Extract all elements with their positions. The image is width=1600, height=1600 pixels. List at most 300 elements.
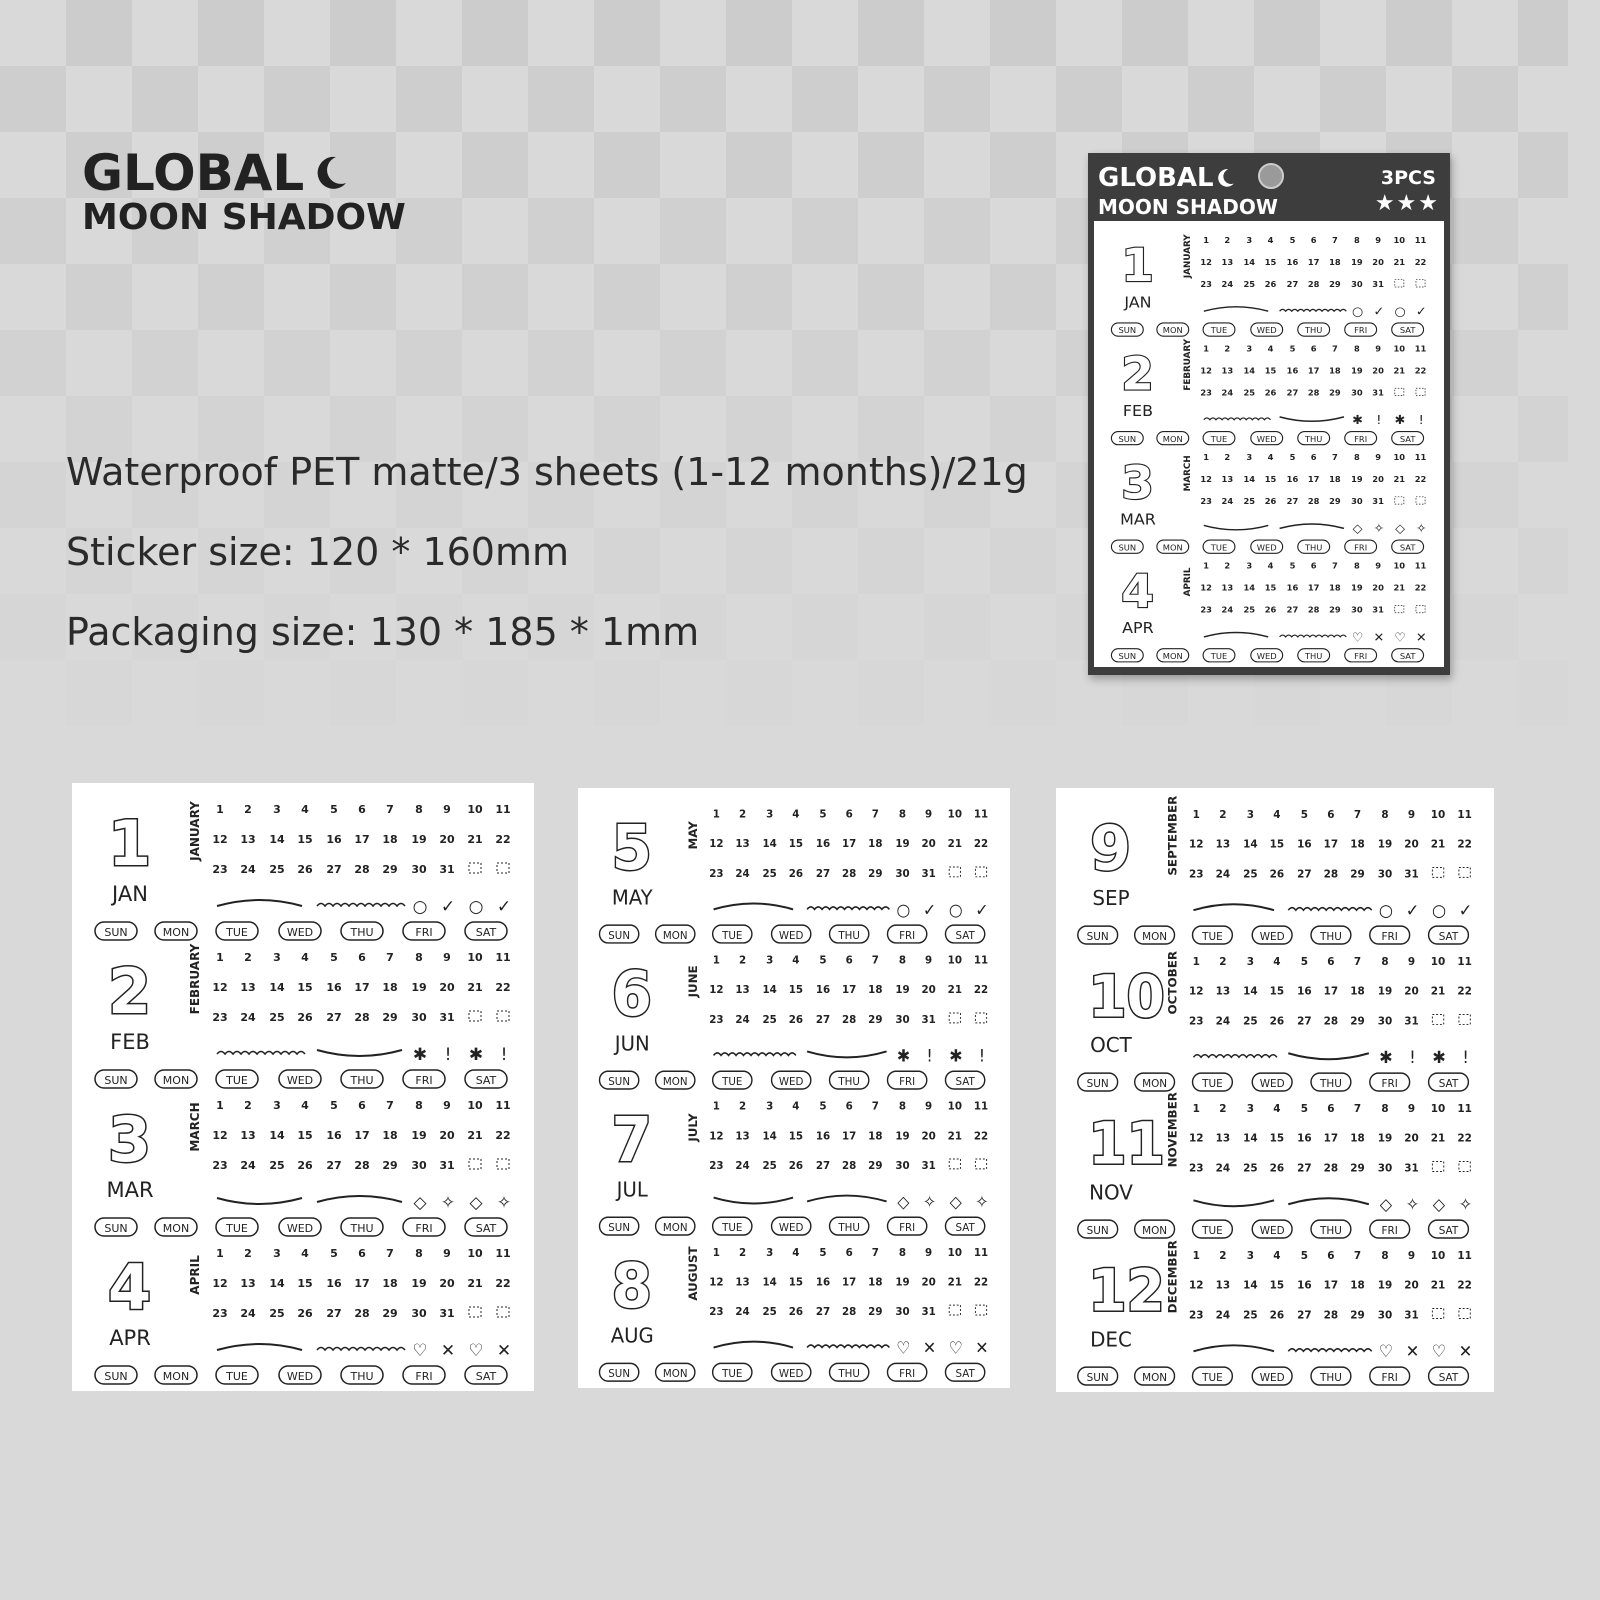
weekday-pill-tue [713,925,752,943]
brand-line1: GLOBAL [82,144,305,202]
day-number: 29 [868,1013,883,1026]
day-number: 20 [921,1276,936,1289]
day-number: 7 [871,1246,879,1259]
day-number: 2 [1224,560,1231,571]
day-number: 7 [1332,452,1338,463]
weekday-label: SAT [1399,542,1416,553]
weekday-pill-fri [403,1070,445,1088]
weekday-label: MON [1162,433,1183,444]
day-number: 13 [1215,984,1231,998]
day-number: 17 [354,1129,370,1142]
day-number: 12 [1200,365,1212,376]
day-number: 26 [788,1305,804,1319]
day-number: 5 [330,1247,338,1260]
day-number: 29 [1329,604,1341,615]
day-number: 13 [735,1276,750,1289]
day-number: 21 [467,833,483,846]
symbol-sticker: ○ [1352,303,1364,319]
day-number: 27 [1297,1014,1312,1028]
day-number: 3 [1246,452,1253,463]
wave-line-sticker [1280,309,1347,311]
day-number: 9 [443,1247,451,1260]
weekday-label: SUN [608,1221,631,1235]
day-number: 5 [1289,452,1296,463]
weekday-pill-sun [600,1217,639,1235]
weekday-label: SUN [104,1222,128,1235]
day-number: 5 [330,951,338,964]
checker-square [198,0,264,66]
day-number: 24 [1215,1014,1231,1028]
checker-square [330,0,396,66]
checker-square [198,264,264,330]
symbol-sticker: ✕ [496,1341,512,1361]
weekday-pill-tue [1193,1367,1233,1385]
symbol-sticker: ✓ [922,899,937,920]
day-number: 29 [1329,279,1341,289]
checker-square [0,330,66,396]
weekday-label: SAT [1399,651,1416,661]
day-number: 11 [495,803,511,816]
weekday-pill-fri [1345,649,1377,662]
weekday-pill-tue [713,1217,752,1235]
weekday-label: TUE [722,1075,743,1089]
day-number: 9 [925,808,933,821]
month-number: 12 [1088,1258,1165,1325]
day-number: 4 [301,803,309,816]
blank-day-box [469,1011,481,1021]
day-number: 25 [1243,279,1256,289]
weekday-pill-sun [95,922,137,940]
day-number: 20 [1404,1278,1419,1292]
month-number: 9 [1090,813,1132,885]
weekday-pill-tue [1193,1073,1233,1091]
package-brand-line1 [1098,163,1236,193]
day-number: 19 [411,1129,427,1142]
day-number: 11 [1457,954,1472,968]
day-number: 1 [1203,560,1210,571]
weekday-label: MON [662,1075,688,1089]
weekday-label: THU [1320,1076,1342,1091]
day-number: 30 [1377,1014,1393,1028]
day-number: 27 [326,1159,342,1172]
day-number: 24 [1215,1308,1231,1322]
weekday-label: MON [1142,1076,1168,1091]
day-number: 17 [1307,582,1320,593]
weekday-pill-wed [1252,926,1292,944]
checker-square [330,264,396,330]
day-number: 13 [735,984,750,997]
day-number: 14 [269,1129,285,1142]
day-number: 12 [709,837,724,851]
day-number: 25 [269,1011,285,1024]
day-number: 3 [1246,1248,1254,1262]
wave-line-sticker [1193,1055,1276,1057]
weekday-label: TUE [226,1222,248,1235]
blank-day-box [1432,1162,1443,1172]
checker-square [462,264,528,330]
day-number: 1 [712,954,720,967]
day-number: 3 [273,1099,281,1112]
day-number: 1 [712,808,720,821]
arrow-line-sticker [1193,904,1274,910]
weekday-pill-mon [1135,926,1175,944]
day-number: 1 [1192,807,1200,821]
weekday-pill-sat [1429,1367,1469,1385]
day-number: 17 [1307,365,1320,376]
day-number: 23 [1200,387,1212,398]
symbol-sticker: ! [1376,412,1382,428]
weekday-label: SUN [1086,1223,1109,1238]
day-number: 1 [1203,343,1210,354]
checker-square [858,264,924,330]
day-number: 1 [712,1246,720,1259]
weekday-label: TUE [226,1074,248,1087]
day-number: 30 [411,863,427,876]
day-number: 4 [792,954,800,967]
day-number: 6 [845,1246,853,1259]
month-block-jun [600,954,989,1089]
day-number: 20 [921,1130,936,1143]
day-number: 11 [1414,235,1427,245]
checker-square [528,330,594,396]
day-number: 20 [439,1129,455,1142]
day-number: 16 [1297,837,1312,851]
curve-line-sticker [1288,1053,1369,1059]
weekday-label: SUN [1086,1370,1109,1385]
month-block-feb [1111,338,1426,444]
day-number: 15 [297,833,313,846]
weekday-label: TUE [722,929,743,943]
symbol-sticker: ○ [468,897,484,917]
day-number: 13 [1221,365,1234,376]
day-number: 21 [947,984,962,997]
day-number: 2 [244,1247,252,1260]
day-number: 17 [842,1130,857,1143]
day-number: 20 [1372,365,1384,376]
day-number: 3 [1246,560,1253,571]
day-number: 30 [895,1159,910,1173]
day-number: 29 [382,1159,398,1172]
weekday-label: FRI [1381,1223,1398,1238]
day-number: 22 [495,833,511,846]
day-number: 30 [895,1305,910,1319]
weekday-pill-thu [341,1218,383,1236]
weekday-label: WED [1256,325,1277,336]
month-abbr: JUN [614,1030,650,1056]
day-number: 29 [1329,387,1341,398]
day-number: 9 [925,1246,933,1259]
package-sheet-svg [1094,221,1444,667]
symbol-sticker: ✧ [1405,1194,1420,1215]
checker-square [1320,66,1386,132]
day-number: 23 [212,1011,228,1024]
weekday-label: THU [1304,542,1323,553]
month-block-sep [1078,796,1473,944]
weekday-pill-sat [1392,323,1424,336]
sheet-2-svg [578,788,1010,1388]
day-number: 4 [301,1247,309,1260]
day-number: 4 [1273,807,1281,821]
day-number: 11 [973,1246,989,1259]
day-number: 11 [495,1099,511,1112]
day-number: 15 [1269,1131,1285,1145]
day-number: 16 [815,984,831,997]
weekday-pill-fri [403,1366,445,1384]
day-number: 27 [326,1307,342,1320]
day-number: 8 [415,951,423,964]
symbol-sticker: ✕ [1373,629,1385,645]
arrow-line-sticker [1288,1198,1369,1204]
day-number: 19 [411,833,427,846]
day-number: 8 [1353,452,1360,463]
weekday-pill-fri [888,1363,927,1381]
weekday-label: THU [838,1221,860,1235]
day-number: 26 [1269,1014,1285,1028]
day-number: 7 [1353,1101,1362,1115]
weekday-label: SUN [104,926,128,939]
checker-square [594,264,660,330]
day-number: 17 [354,981,370,994]
day-number: 21 [467,981,483,994]
day-number: 10 [947,954,962,967]
day-number: 11 [1457,1101,1472,1115]
weekday-pill-thu [1298,649,1330,662]
day-number: 5 [819,1100,827,1113]
day-number: 8 [1381,1248,1389,1262]
day-number: 25 [1243,387,1256,398]
blank-day-box [1459,1309,1470,1319]
day-number: 5 [1300,1248,1309,1262]
checker-square [660,330,726,396]
wave-line-sticker [317,1348,405,1351]
day-number: 19 [1351,257,1363,267]
day-number: 28 [1307,279,1320,289]
day-number: 1 [1203,452,1210,463]
day-number: 1 [216,951,224,964]
day-number: 30 [1351,604,1363,615]
day-number: 8 [1381,807,1389,821]
day-number: 14 [1243,365,1256,376]
symbol-sticker: ◇ [1379,1194,1393,1215]
blank-day-box [1395,388,1404,395]
day-number: 5 [819,954,827,967]
day-number: 26 [1264,496,1277,507]
day-number: 22 [1457,984,1472,998]
day-number: 21 [1430,1131,1446,1145]
day-number: 28 [842,1305,857,1319]
month-block-jan [1111,234,1426,336]
day-number: 20 [921,837,936,851]
day-number: 4 [1267,343,1274,354]
day-number: 13 [240,833,256,846]
weekday-label: SUN [608,1367,631,1381]
blank-day-box [497,863,509,873]
weekday-label: THU [1304,433,1323,444]
day-number: 18 [382,1277,398,1290]
weekday-pill-fri [888,1217,927,1235]
month-name-vertical: AUGUST [686,1246,700,1301]
day-number: 6 [1327,1248,1335,1262]
weekday-label: SUN [608,929,631,943]
month-number: 3 [108,1103,152,1176]
day-number: 4 [301,951,309,964]
weekday-label: MON [662,1367,688,1381]
day-number: 15 [1269,984,1285,998]
symbol-sticker: ! [1418,412,1424,428]
weekday-label: WED [1259,1370,1285,1385]
weekday-pill-thu [1311,1073,1351,1091]
day-number: 4 [301,1099,309,1112]
day-number: 12 [1200,257,1212,267]
checker-square [858,0,924,66]
day-number: 22 [495,1277,511,1290]
weekday-label: SAT [1399,433,1416,444]
checker-square [1518,264,1568,330]
day-number: 16 [1286,582,1299,593]
day-number: 14 [1243,474,1256,485]
day-number: 30 [411,1159,427,1172]
day-number: 7 [1332,560,1338,571]
day-number: 12 [212,1129,228,1142]
weekday-pill-sun [95,1366,137,1384]
day-number: 17 [1323,1131,1339,1145]
weekday-pill-thu [830,1071,869,1089]
day-number: 9 [1375,452,1381,463]
day-number: 24 [240,1011,256,1024]
month-name-vertical: FEBRUARY [1183,338,1194,391]
day-number: 31 [1404,1161,1419,1175]
day-number: 11 [1457,807,1472,821]
day-number: 10 [1393,343,1406,354]
day-number: 15 [788,1276,804,1289]
symbol-sticker: ◇ [897,1192,910,1212]
day-number: 10 [467,803,483,816]
weekday-label: TUE [226,1370,248,1383]
weekday-label: WED [1259,1076,1285,1091]
weekday-pill-sat [1429,926,1469,944]
month-number: 1 [1121,238,1154,292]
day-number: 22 [973,984,989,997]
day-number: 30 [1351,496,1363,507]
weekday-label: SAT [1438,1223,1459,1238]
day-number: 14 [1243,257,1256,267]
weekday-label: SUN [1118,651,1137,661]
day-number: 14 [762,837,777,851]
blank-day-box [975,1305,986,1315]
day-number: 28 [354,1159,370,1172]
weekday-label: SUN [1086,929,1109,944]
weekday-pill-sat [465,1366,507,1384]
blank-day-box [975,1159,986,1169]
day-number: 24 [1221,604,1234,615]
day-number: 14 [269,833,285,846]
weekday-pill-tue [1203,432,1235,445]
wave-line-sticker [1204,418,1271,420]
symbol-sticker: ♡ [896,1338,911,1358]
weekday-pill-thu [1311,1220,1351,1238]
weekday-label: SUN [104,1074,128,1087]
symbol-sticker: ! [1409,1047,1416,1068]
day-number: 21 [1430,837,1446,851]
weekday-pill-sat [1429,1220,1469,1238]
checker-square [594,0,660,66]
month-number: 1 [108,807,152,880]
checker-square [1452,198,1518,264]
day-number: 24 [1221,496,1234,507]
weekday-pill-wed [1252,1220,1292,1238]
month-abbr: SEP [1092,885,1130,911]
day-number: 18 [1350,837,1365,851]
day-number: 17 [842,984,857,997]
symbol-sticker: ♡ [948,1338,963,1358]
day-number: 29 [382,863,398,876]
weekday-pill-thu [341,922,383,940]
day-number: 2 [738,808,747,821]
day-number: 29 [1350,867,1365,881]
curve-line-sticker [317,1050,402,1056]
weekday-pill-fri [403,1218,445,1236]
day-number: 30 [1377,1308,1393,1322]
weekday-pill-wed [1251,432,1283,445]
day-number: 5 [819,808,827,821]
day-number: 25 [1243,1161,1258,1175]
weekday-label: FRI [1354,325,1368,336]
checker-square [462,0,528,66]
day-number: 7 [871,954,879,967]
day-number: 18 [1350,1131,1365,1145]
day-number: 6 [1310,560,1317,571]
day-number: 30 [1377,1161,1393,1175]
blank-day-box [1395,497,1404,504]
month-abbr: MAR [106,1178,154,1202]
weekday-pill-sun [1078,1220,1118,1238]
checker-square [1188,66,1254,132]
month-block-may [600,808,989,943]
day-number: 26 [788,1013,804,1026]
weekday-pill-mon [155,1366,197,1384]
weekday-pill-mon [1157,432,1189,445]
day-number: 31 [921,1305,936,1319]
day-number: 29 [868,1159,883,1173]
day-number: 11 [973,808,989,821]
weekday-pill-tue [713,1363,752,1381]
day-number: 24 [735,1013,750,1026]
day-number: 7 [1332,235,1338,245]
day-number: 24 [240,1307,256,1320]
checker-square [1518,660,1568,726]
month-name-vertical: JANUARY [188,801,202,861]
symbol-sticker: ! [1462,1047,1469,1068]
blank-day-box [1416,605,1425,612]
day-number: 31 [1372,496,1384,507]
weekday-pill-mon [1157,540,1189,553]
weekday-pill-fri [1345,540,1377,553]
symbol-sticker: ✱ [949,1045,963,1066]
blank-day-box [1432,1015,1443,1025]
symbol-sticker: ✓ [1373,303,1385,319]
day-number: 28 [1307,604,1320,615]
day-number: 8 [1353,235,1360,245]
day-number: 18 [1329,582,1341,593]
blank-day-box [1432,867,1443,877]
day-number: 25 [762,1159,777,1173]
day-number: 18 [382,833,398,846]
day-number: 10 [947,1246,962,1259]
day-number: 23 [1189,1014,1204,1028]
day-number: 2 [1224,235,1231,245]
day-number: 10 [947,1100,962,1113]
day-number: 26 [297,1307,313,1320]
